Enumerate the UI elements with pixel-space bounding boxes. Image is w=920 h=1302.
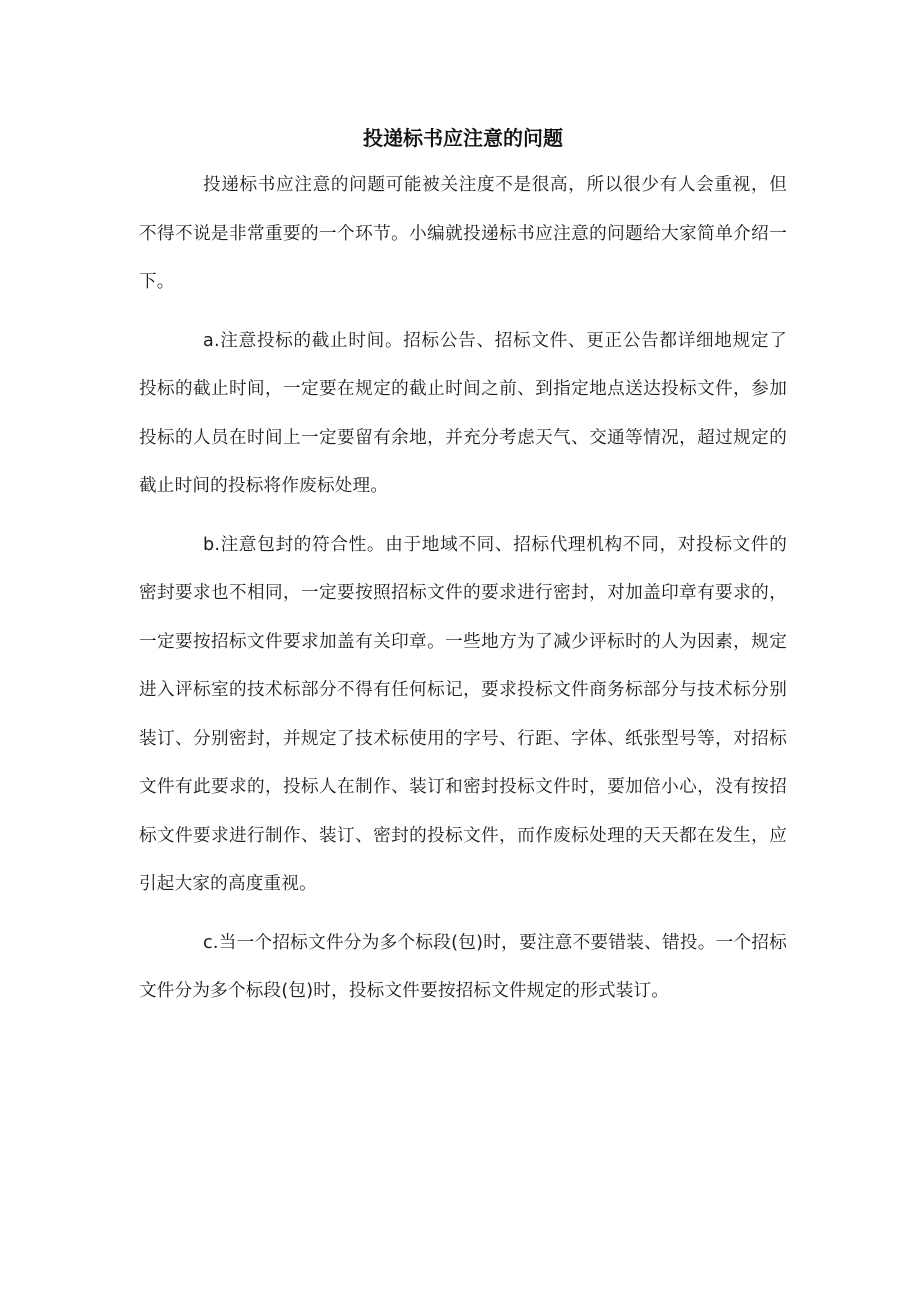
document-title: 投递标书应注意的问题	[363, 126, 563, 150]
paragraph-c-lots: c.当一个招标文件分为多个标段(包)时，要注意不要错装、错投。一个招标文件分为多个标段(包)时，投标文件要按招标文件规定的形式装订。	[139, 932, 787, 1001]
paragraph-b-sealing: b.注意包封的符合性。由于地域不同、招标代理机构不同，对投标文件的密封要求也不相同，一定要按照招标文件的要求进行密封，对加盖印章有要求的，一定要按招标文件要求加盖有关印章。一些地方为了减少评标时的人为因素，规定进入评标室的技术标部分不得有任何标记，要求投标文件商务标部分与技术标分别装订、分别密封，并规定了技术标使用的字号、行距、字体、纸张型号等，对招标文件有此要求的，投标人在制作、装订和密封投标文件时，要加倍小心，没有按招标文件要求进行制作、装订、密封的投标文件，而作废标处理的天天都在发生，应引起大家的高度重视。	[139, 534, 787, 894]
paragraph-a-deadline: a.注意投标的截止时间。招标公告、招标文件、更正公告都详细地规定了投标的截止时间，一定要在规定的截止时间之前、到指定地点送达投标文件，参加投标的人员在时间上一定要留有余地，并充分考虑天气、交通等情况，超过规定的截止时间的投标将作废标处理。	[139, 330, 787, 496]
paragraph-intro: 投递标书应注意的问题可能被关注度不是很高，所以很少有人会重视，但不得不说是非常重要的一个环节。小编就投递标书应注意的问题给大家简单介绍一下。	[139, 175, 787, 292]
document-body	[139, 118, 787, 1026]
